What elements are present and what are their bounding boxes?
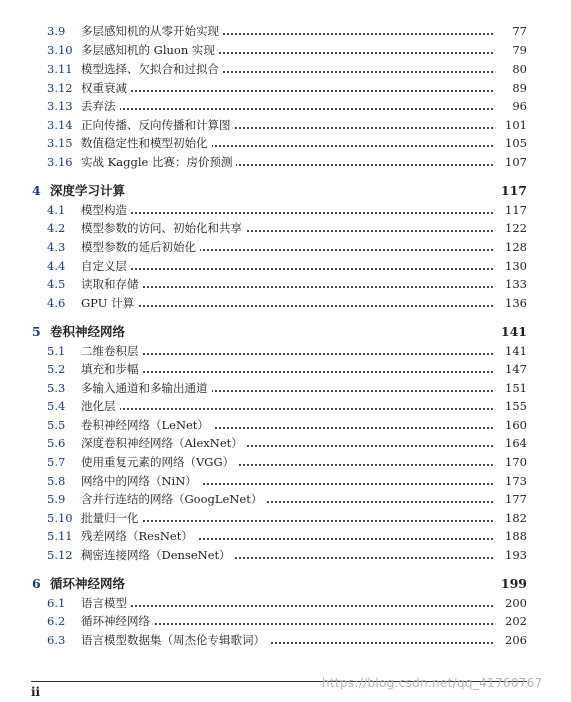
section-page: 122 xyxy=(495,219,527,237)
section-number: 6.2 xyxy=(47,614,66,628)
toc-section-5-2[interactable] xyxy=(0,360,571,378)
dot-leader xyxy=(86,282,493,288)
section-title: 稠密连接网络（DenseNet） xyxy=(81,546,235,564)
section-page: 155 xyxy=(495,397,527,415)
section-number: 6.3 xyxy=(47,633,66,647)
section-title: 正向传播、反向传播和计算图 xyxy=(81,116,235,134)
section-title: 残差网络（ResNet） xyxy=(81,527,197,545)
dot-leader xyxy=(86,264,493,270)
section-page: 173 xyxy=(495,472,527,490)
section-number: 4.1 xyxy=(47,203,66,217)
dot-leader xyxy=(86,601,493,607)
section-title: 模型参数的访问、初始化和共享 xyxy=(81,219,246,237)
section-number: 5.7 xyxy=(47,455,66,469)
section-number: 4.4 xyxy=(47,259,66,273)
toc-section-5-8[interactable] xyxy=(0,472,571,490)
toc-section-5-7[interactable] xyxy=(0,453,571,471)
chapter-title: 卷积神经网络 xyxy=(50,324,126,339)
toc-section-4-6[interactable] xyxy=(0,294,571,312)
section-number: 5.5 xyxy=(47,418,66,432)
toc-section-3-16[interactable] xyxy=(0,153,571,171)
toc-section-3-10[interactable] xyxy=(0,41,571,59)
section-title: 实战 Kaggle 比赛：房价预测 xyxy=(81,153,236,171)
section-number: 5.9 xyxy=(47,492,66,506)
section-number: 3.10 xyxy=(47,43,73,57)
section-page: 79 xyxy=(495,41,527,59)
toc-section-3-9[interactable] xyxy=(0,22,571,40)
section-number: 5.1 xyxy=(47,344,66,358)
section-page: 206 xyxy=(495,631,527,649)
section-title: 模型参数的延后初始化 xyxy=(81,238,200,256)
section-title: 多层感知机的从零开始实现 xyxy=(81,22,223,40)
toc-section-5-6[interactable] xyxy=(0,434,571,452)
toc-section-6-1[interactable] xyxy=(0,594,571,612)
section-number: 4.3 xyxy=(47,240,66,254)
section-number: 5.2 xyxy=(47,362,66,376)
section-number: 4.6 xyxy=(47,296,66,310)
toc-section-5-11[interactable] xyxy=(0,527,571,545)
section-title: 池化层 xyxy=(81,397,120,415)
toc-section-5-3[interactable] xyxy=(0,379,571,397)
section-page: 188 xyxy=(495,527,527,545)
section-page: 141 xyxy=(495,342,527,360)
section-page: 136 xyxy=(495,294,527,312)
section-page: 107 xyxy=(495,153,527,171)
toc-section-3-14[interactable] xyxy=(0,116,571,134)
section-title: 网络中的网络（NiN） xyxy=(81,472,201,490)
chapter-page: 117 xyxy=(500,183,527,198)
chapter-title: 循环神经网络 xyxy=(50,576,126,591)
toc-chapter-4[interactable] xyxy=(0,181,571,201)
dot-leader xyxy=(86,86,493,92)
section-page: 105 xyxy=(495,134,527,152)
section-page: 117 xyxy=(495,201,527,219)
section-title: 深度卷积神经网络（AlexNet） xyxy=(81,434,247,452)
dot-leader xyxy=(86,208,493,214)
toc-section-5-9[interactable] xyxy=(0,490,571,508)
section-page: 164 xyxy=(495,434,527,452)
section-number: 3.12 xyxy=(47,81,73,95)
section-number: 5.10 xyxy=(47,511,73,525)
section-title: 语言模型 xyxy=(81,594,131,612)
dot-leader xyxy=(86,367,493,373)
chapter-number: 6 xyxy=(32,576,41,591)
section-page: 177 xyxy=(495,490,527,508)
section-title: 填充和步幅 xyxy=(81,360,143,378)
section-title: 权重衰减 xyxy=(81,79,131,97)
section-number: 4.2 xyxy=(47,221,66,235)
toc-section-5-1[interactable] xyxy=(0,342,571,360)
toc-chapter-5[interactable] xyxy=(0,322,571,342)
section-page: 96 xyxy=(495,97,527,115)
section-number: 5.4 xyxy=(47,399,66,413)
section-number: 3.14 xyxy=(47,118,73,132)
section-number: 3.11 xyxy=(47,62,73,76)
toc-section-4-1[interactable] xyxy=(0,201,571,219)
section-title: GPU 计算 xyxy=(81,294,138,312)
section-title: 数值稳定性和模型初始化 xyxy=(81,134,212,152)
section-page: 128 xyxy=(495,238,527,256)
section-title: 读取和存储 xyxy=(81,275,143,293)
toc-section-3-13[interactable] xyxy=(0,97,571,115)
chapter-page: 141 xyxy=(500,324,527,339)
toc-section-5-5[interactable] xyxy=(0,416,571,434)
chapter-number: 5 xyxy=(32,324,41,339)
dot-leader xyxy=(86,349,493,355)
section-number: 5.6 xyxy=(47,436,66,450)
toc-chapter-6[interactable] xyxy=(0,574,571,594)
dot-leader xyxy=(86,404,493,410)
chapter-title: 深度学习计算 xyxy=(50,183,126,198)
section-page: 202 xyxy=(495,612,527,630)
section-page: 89 xyxy=(495,79,527,97)
section-page: 193 xyxy=(495,546,527,564)
section-page: 101 xyxy=(495,116,527,134)
section-page: 80 xyxy=(495,60,527,78)
section-page: 160 xyxy=(495,416,527,434)
section-page: 130 xyxy=(495,257,527,275)
section-number: 4.5 xyxy=(47,277,66,291)
section-title: 模型选择、欠拟合和过拟合 xyxy=(81,60,223,78)
toc-section-5-12[interactable] xyxy=(0,546,571,564)
section-title: 多层感知机的 Gluon 实现 xyxy=(81,41,219,59)
section-title: 卷积神经网络（LeNet） xyxy=(81,416,213,434)
dot-leader xyxy=(86,301,493,307)
section-number: 6.1 xyxy=(47,596,66,610)
section-page: 200 xyxy=(495,594,527,612)
section-number: 5.12 xyxy=(47,548,73,562)
watermark-url: https://blog.csdn.net/qq_41760767 xyxy=(322,676,543,690)
section-page: 147 xyxy=(495,360,527,378)
section-title: 自定义层 xyxy=(81,257,131,275)
section-number: 5.3 xyxy=(47,381,66,395)
dot-leader xyxy=(86,104,493,110)
toc-section-5-4[interactable] xyxy=(0,397,571,415)
section-number: 3.13 xyxy=(47,99,73,113)
toc-section-3-15[interactable] xyxy=(0,134,571,152)
toc-section-4-2[interactable] xyxy=(0,219,571,237)
toc-section-6-3[interactable] xyxy=(0,631,571,649)
toc-section-3-11[interactable] xyxy=(0,60,571,78)
toc-section-4-5[interactable] xyxy=(0,275,571,293)
section-title: 批量归一化 xyxy=(81,509,143,527)
section-title: 多输入通道和多输出通道 xyxy=(81,379,212,397)
section-page: 133 xyxy=(495,275,527,293)
toc-section-3-12[interactable] xyxy=(0,79,571,97)
page-number-label: ii xyxy=(31,685,41,699)
chapter-number: 4 xyxy=(32,183,41,198)
section-number: 5.8 xyxy=(47,474,66,488)
section-page: 182 xyxy=(495,509,527,527)
section-title: 循环神经网络 xyxy=(81,612,154,630)
toc-section-4-4[interactable] xyxy=(0,257,571,275)
section-title: 含并行连结的网络（GoogLeNet） xyxy=(81,490,266,508)
section-title: 使用重复元素的网络（VGG） xyxy=(81,453,238,471)
section-title: 模型构造 xyxy=(81,201,131,219)
chapter-page: 199 xyxy=(500,576,527,591)
section-title: 语言模型数据集（周杰伦专辑歌词） xyxy=(81,631,269,649)
section-title: 二维卷积层 xyxy=(81,342,143,360)
dot-leader xyxy=(86,516,493,522)
section-page: 151 xyxy=(495,379,527,397)
toc-section-5-10[interactable] xyxy=(0,509,571,527)
toc-section-4-3[interactable] xyxy=(0,238,571,256)
section-title: 丢弃法 xyxy=(81,97,120,115)
section-number: 3.15 xyxy=(47,136,73,150)
section-page: 77 xyxy=(495,22,527,40)
section-number: 3.9 xyxy=(47,24,66,38)
section-number: 3.16 xyxy=(47,155,73,169)
section-number: 5.11 xyxy=(47,529,73,543)
section-page: 170 xyxy=(495,453,527,471)
toc-section-6-2[interactable] xyxy=(0,612,571,630)
